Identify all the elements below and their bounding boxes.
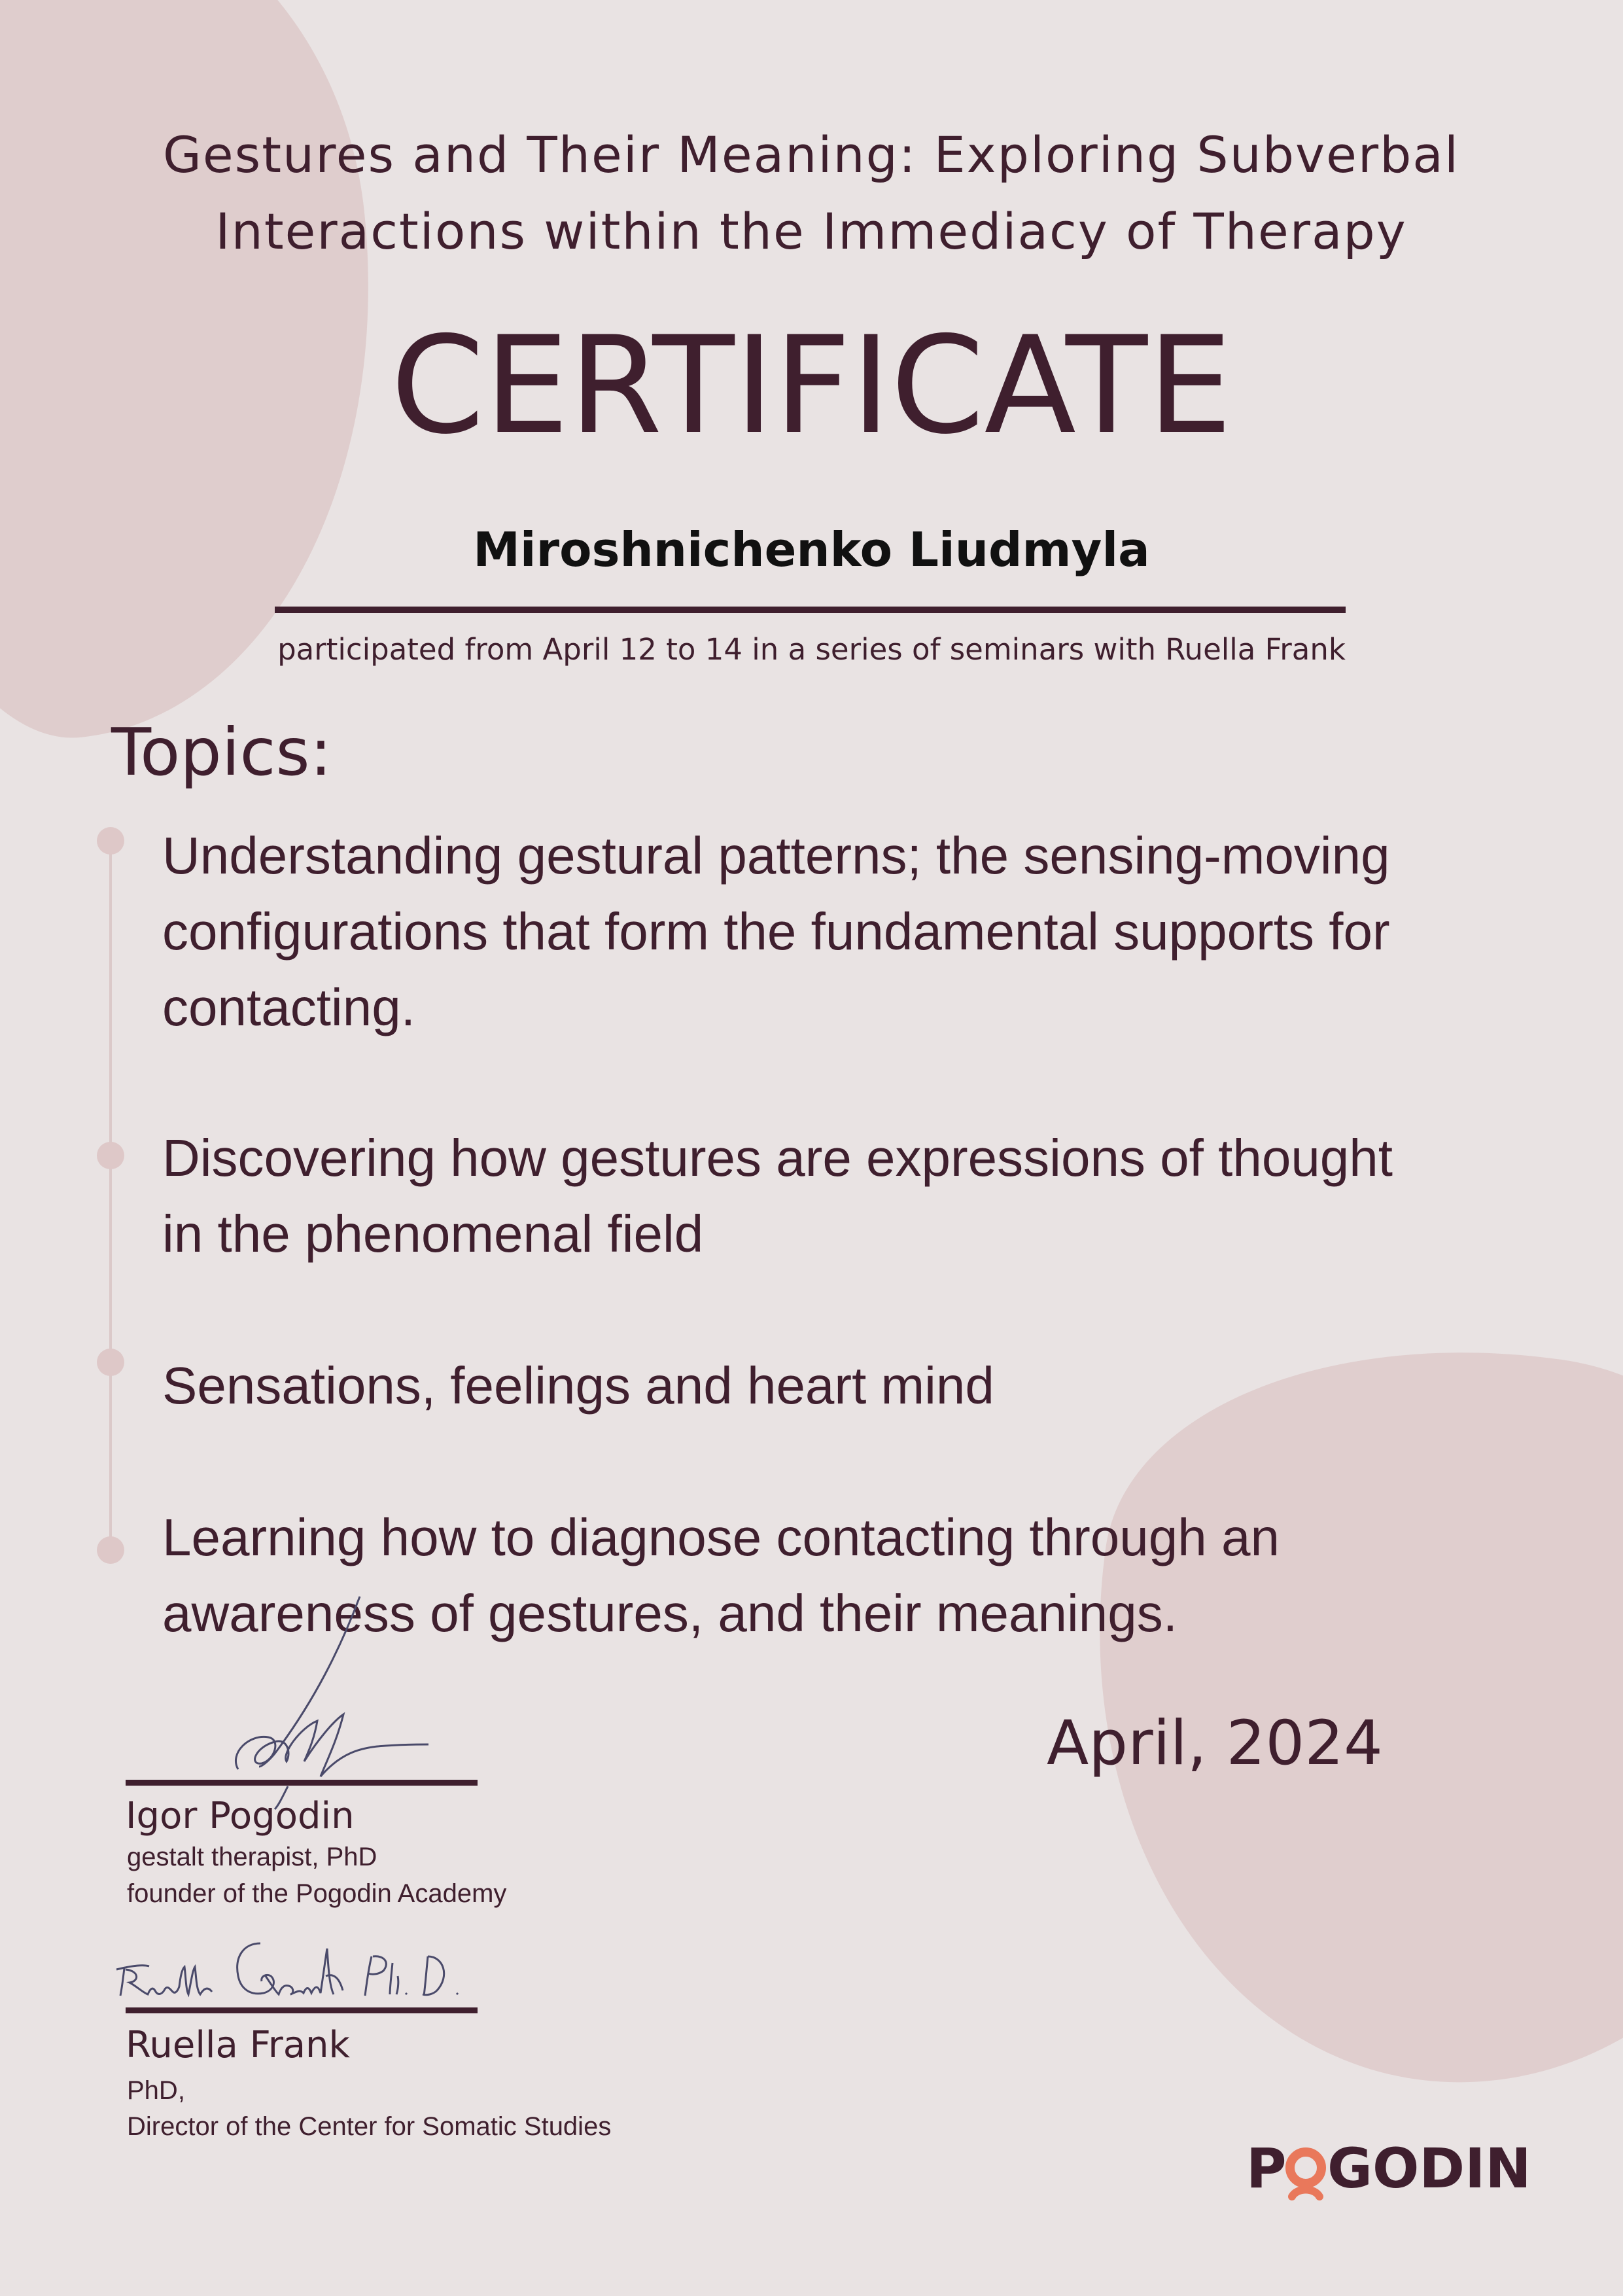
certificate-date: April, 2024	[1047, 1708, 1383, 1779]
seminar-title-line-1: Gestures and Their Meaning: Exploring Subverbal	[162, 126, 1459, 184]
signer-name-igor-pogodin: Igor Pogodin	[126, 1795, 355, 1837]
topic-item-1-line-2: configurations that form the fundamental supports for	[162, 902, 1390, 961]
topic-item-1-line-3: contacting.	[162, 978, 415, 1036]
signer-title-ruella-frank: PhD,	[127, 2076, 185, 2105]
signer-name-ruella-frank: Ruella Frank	[126, 2024, 350, 2066]
signer-title-igor-pogodin: gestalt therapist, PhD	[127, 1843, 377, 1871]
seminar-title	[92, 116, 1531, 270]
topic-item-2-line-2: in the phenomenal field	[162, 1205, 704, 1263]
svg-text:GODIN: GODIN	[1327, 2136, 1531, 2200]
topic-item-2-line-1: Discovering how gestures are expressions of thought	[162, 1129, 1393, 1187]
timeline-dot	[97, 1536, 124, 1564]
signature-line-igor-pogodin	[126, 1780, 478, 1786]
recipient-underline	[275, 607, 1346, 613]
recipient-name: Miroshnichenko Liudmyla	[473, 522, 1150, 577]
topic-item-2	[162, 1120, 1536, 1272]
timeline-dot	[97, 1349, 124, 1376]
timeline-dot	[97, 1142, 124, 1169]
topic-item-1-line-1: Understanding gestural patterns; the sensing-moving	[162, 826, 1390, 885]
topics-timeline-line	[109, 844, 112, 1544]
signer-affiliation-igor-pogodin: founder of the Pogodin Academy	[127, 1879, 507, 1908]
topic-item-4-line-1: Learning how to diagnose contacting through an	[162, 1508, 1280, 1566]
signature-ruella-frank	[110, 1930, 476, 2009]
timeline-dot	[97, 827, 124, 855]
pogodin-logo	[1246, 2130, 1547, 2208]
certificate-heading: CERTIFICATE	[391, 308, 1232, 464]
signature-igor-pogodin	[209, 1590, 445, 1812]
topics-heading: Topics:	[111, 714, 332, 790]
topic-item-4-line-2: awareness of gestures, and their meanings.	[162, 1584, 1178, 1642]
seminar-title-line-2: Interactions within the Immediacy of Therapy	[215, 202, 1407, 260]
svg-text:P: P	[1246, 2136, 1287, 2200]
participation-statement: participated from April 12 to 14 in a series of seminars with Ruella Frank	[277, 632, 1346, 667]
signer-affiliation-ruella-frank: Director of the Center for Somatic Studies	[127, 2112, 612, 2141]
topic-item-1	[162, 818, 1536, 1046]
topic-item-3-line-1: Sensations, feelings and heart mind	[162, 1356, 994, 1415]
signature-line-ruella-frank	[126, 2007, 478, 2013]
topic-item-3	[162, 1348, 1536, 1424]
